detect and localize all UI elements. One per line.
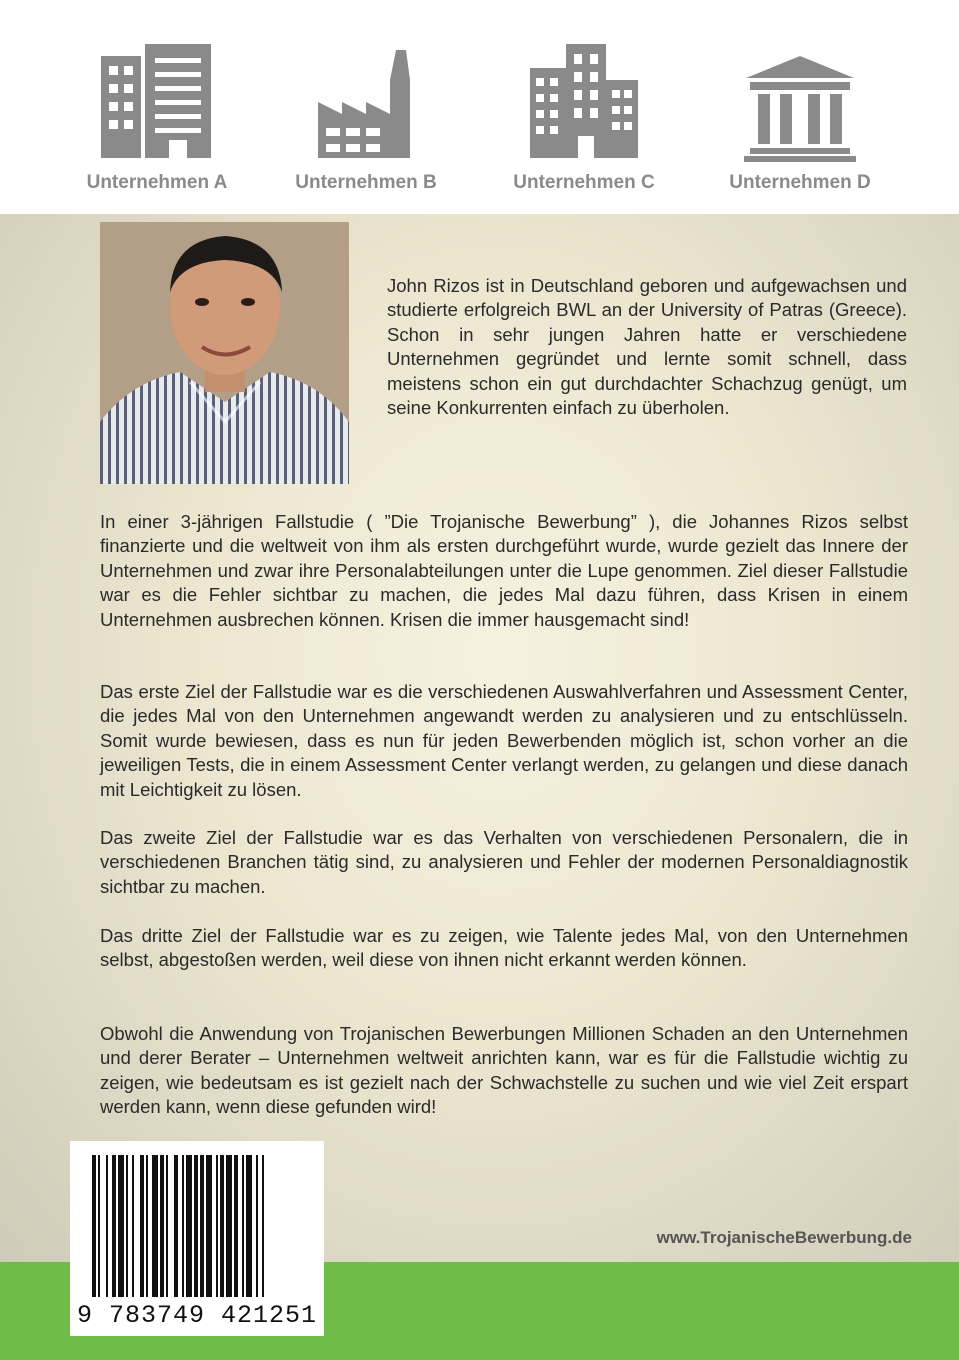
author-bio: John Rizos ist in Deutschland geboren und aufgewachsen und studierte erfolgreich BWL an der University of Patras (Greece). Schon in sehr jungen Jahren hatte er verschiedene Unternehmen gegründet und lernte somit schnell, dass meistens schon ein gut durchdachter Schachzug genügt, um seine Konkurrenten einfach zu überholen. bbox=[387, 275, 907, 419]
company-d bbox=[700, 40, 900, 194]
company-label: Unternehmen B bbox=[295, 172, 437, 193]
barcode-bar bbox=[246, 1155, 252, 1297]
author-portrait bbox=[100, 222, 349, 484]
barcode-bar bbox=[146, 1155, 148, 1297]
barcode-bar bbox=[242, 1155, 244, 1297]
company-label: Unternehmen A bbox=[86, 172, 228, 193]
company-b bbox=[266, 40, 466, 194]
paragraph-case-study: In einer 3-jährigen Fallstudie ( ”Die Trojanische Bewerbung” ), die Johannes Rizos selbst finanzierte und die weltweit von ihm als ersten durchgeführt wurde, wurde gezielt das Innere der Unternehmen und zwar ihre Personalabteilungen unter die Lupe genommen. Ziel dieser Fallstudie war es die Fehler sichtbar zu machen, die jedes Mal dazu führen, dass Krisen in einem Unternehmen ausbrechen können. Krisen die immer hausgemacht sind! bbox=[100, 511, 908, 630]
isbn-barcode bbox=[70, 1141, 324, 1336]
barcode-bar bbox=[182, 1155, 184, 1297]
barcode-bar bbox=[262, 1155, 264, 1297]
barcode-bar bbox=[166, 1155, 168, 1297]
barcode-bar bbox=[160, 1155, 164, 1297]
barcode-bar bbox=[112, 1155, 116, 1297]
barcode-bar bbox=[216, 1155, 218, 1297]
tower-building-icon bbox=[524, 40, 644, 162]
factory-icon bbox=[306, 40, 426, 162]
paragraph-conclusion: Obwohl die Anwendung von Trojanischen Bewerbungen Millionen Schaden an den Unternehmen und derer Berater – Unternehmen weltweit anrichten kann, war es für die Fallstudie wichtig zu zeigen, wie bedeutsam es ist gezielt nach der Schwachstelle zu suchen und wie viel Zeit erspart werden kann, wenn diese gefunden wird! bbox=[100, 1023, 908, 1118]
barcode-digits: 9 783749 421251 bbox=[76, 1301, 318, 1330]
barcode-bar bbox=[256, 1155, 258, 1297]
website-link[interactable]: www.TrojanischeBewerbung.de bbox=[656, 1228, 912, 1247]
paragraph-third-goal: Das dritte Ziel der Fallstudie war es zu zeigen, wie Talente jedes Mal, von den Unternehmen selbst, abgestoßen werden, weil diese von ihnen nicht erkannt werden können. bbox=[100, 925, 908, 971]
paragraph-second-goal: Das zweite Ziel der Fallstudie war es das Verhalten von verschiedenen Personalern, die in verschiedenen Branchen tätig sind, zu analysieren und Fehler der modernen Personaldiagnostik sichtbar zu machen. bbox=[100, 827, 908, 897]
barcode-bar bbox=[186, 1155, 192, 1297]
barcode-bar bbox=[132, 1155, 134, 1297]
barcode-bar bbox=[174, 1155, 178, 1297]
company-label: Unternehmen C bbox=[513, 172, 655, 193]
company-label: Unternehmen D bbox=[729, 172, 871, 193]
barcode-bar bbox=[226, 1155, 232, 1297]
barcode-bar bbox=[98, 1155, 100, 1297]
barcode-bar bbox=[234, 1155, 238, 1297]
office-building-icon bbox=[97, 40, 217, 162]
barcode-bar bbox=[200, 1155, 204, 1297]
barcode-bar bbox=[140, 1155, 144, 1297]
bank-icon bbox=[740, 40, 860, 162]
company-c bbox=[484, 40, 684, 194]
barcode-bar bbox=[118, 1155, 124, 1297]
barcode-bar bbox=[152, 1155, 158, 1297]
barcode-bar bbox=[206, 1155, 212, 1297]
company-a bbox=[57, 40, 257, 194]
barcode-bar bbox=[220, 1155, 224, 1297]
barcode-bar bbox=[126, 1155, 128, 1297]
barcode-bar bbox=[106, 1155, 108, 1297]
header-icon-row bbox=[0, 0, 959, 214]
barcode-bar bbox=[92, 1155, 96, 1297]
paragraph-first-goal: Das erste Ziel der Fallstudie war es die verschiedenen Auswahlverfahren und Assessment Center, die jedes Mal von den Unternehmen angewandt werden zu analysieren und zu entschlüsseln. Somit wurde bewiesen, dass es nun für jeden Bewerbenden möglich ist, schon vorher an die jeweiligen Tests, die in einem Assessment Center verlangt werden, zu gelangen und diese danach mit Leichtigkeit zu lösen. bbox=[100, 681, 908, 800]
barcode-bar bbox=[194, 1155, 198, 1297]
